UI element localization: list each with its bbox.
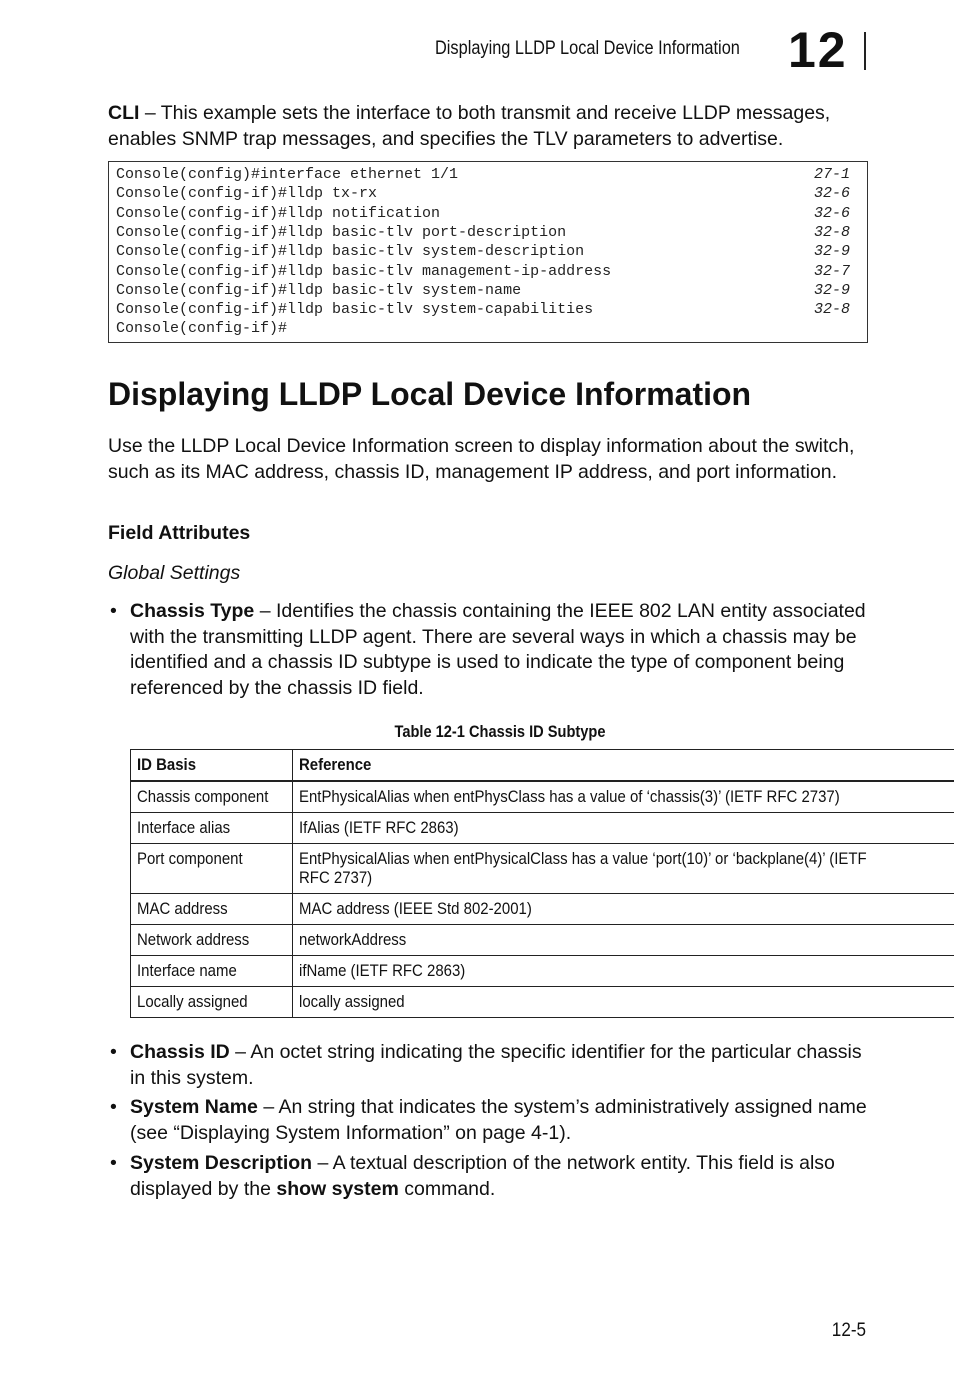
table-caption: Table 12-1 Chassis ID Subtype (394, 722, 606, 741)
table-cell-id-basis: Chassis component (131, 781, 293, 813)
cli-command-line: Console(config-if)#lldp basic-tlv management-ip-address (116, 262, 612, 280)
table-cell-id-basis: Interface name (131, 956, 293, 987)
cli-command-line: Console(config-if)#lldp basic-tlv system-capabilities (116, 301, 594, 319)
bullet-term: Chassis ID (130, 1041, 230, 1063)
table-cell-reference: EntPhysicalAlias when entPhysClass has a value of ‘chassis(3)’ (IETF RFC 2737) (293, 781, 954, 813)
table-cell-reference: MAC address (IEEE Std 802-2001) (293, 894, 954, 925)
cli-label: CLI (108, 102, 140, 124)
table-row (131, 956, 954, 987)
chassis-id-subtype-table (130, 749, 954, 1018)
bullet-chassis-id (108, 1040, 878, 1091)
cli-intro-text: – This example sets the interface to both transmit and receive LLDP messages, enables SNMP trap messages, and specifies the TLV parameters to advertise. (108, 102, 831, 150)
running-header-title: Displaying LLDP Local Device Information (435, 38, 740, 59)
section-intro-paragraph: Use the LLDP Local Device Information screen to display information about the switch, such as its MAC address, chassis ID, management IP address, and port information. (108, 435, 855, 483)
table-header-row (131, 750, 954, 782)
bullet-term: System Description (130, 1152, 313, 1174)
chapter-number: 12 (788, 22, 848, 78)
cli-command-line: Console(config-if)# (116, 320, 288, 338)
cli-command-line: Console(config-if)#lldp tx-rx (116, 185, 378, 203)
bullet-text-end: command. (398, 1177, 496, 1200)
cli-command-line: Console(config-if)#lldp basic-tlv system-name (116, 281, 522, 299)
page-number: 12-5 (831, 1320, 866, 1341)
cli-page-ref: 32-8 (813, 223, 850, 241)
cli-page-ref: 32-8 (813, 301, 850, 319)
cli-intro-paragraph (108, 101, 878, 152)
table-cell-reference: IfAlias (IETF RFC 2863) (293, 813, 954, 844)
bullet-system-description (108, 1151, 878, 1202)
table-cell-id-basis: Locally assigned (131, 987, 293, 1018)
cli-page-ref: 27-1 (813, 166, 850, 183)
bullet-text: – A textual description of the network entity. This field is also displayed by the (130, 1152, 835, 1200)
bullet-dot: • (110, 1096, 117, 1118)
table-row (131, 813, 954, 844)
table-cell-reference: EntPhysicalAlias when entPhysicalClass has a value ‘port(10)’ or ‘backplane(4)’ (IETF RFC 2737) (293, 844, 954, 894)
bullet-term: System Name (130, 1096, 258, 1118)
table-row (131, 781, 954, 813)
table-cell-id-basis: Interface alias (131, 813, 293, 844)
table-cell-id-basis: Port component (131, 844, 293, 894)
table-cell-reference: ifName (IETF RFC 2863) (293, 956, 954, 987)
cli-command-line: Console(config-if)#lldp notification (116, 204, 441, 222)
table-row (131, 894, 954, 925)
bullet-text: – An string that indicates the system’s administratively assigned name (see “Displaying System Information” on page 4-1). (130, 1096, 867, 1144)
table-cell-reference: locally assigned (293, 987, 954, 1018)
cli-page-ref: 32-6 (813, 204, 850, 222)
bullet-chassis-type (108, 599, 878, 701)
table-row (131, 987, 954, 1018)
cli-code-block (108, 161, 868, 343)
cli-command-line: Console(config)#interface ethernet 1/1 (116, 166, 459, 183)
header-divider (864, 32, 866, 70)
cli-page-ref: 32-9 (813, 243, 850, 261)
cli-command-line: Console(config-if)#lldp basic-tlv system-description (116, 243, 585, 261)
table-row (131, 925, 954, 956)
table-header-cell: Reference (293, 750, 954, 782)
table-cell-reference: networkAddress (293, 925, 954, 956)
cli-command-line: Console(config-if)#lldp basic-tlv port-description (116, 223, 567, 241)
cli-page-ref: 32-6 (813, 185, 850, 203)
table-row (131, 844, 954, 894)
bullet-dot: • (110, 1152, 117, 1174)
cli-page-ref: 32-7 (813, 262, 850, 280)
bullet-dot: • (110, 1041, 117, 1063)
table-cell-id-basis: MAC address (131, 894, 293, 925)
cli-page-ref: 32-9 (813, 281, 850, 299)
bullet-dot: • (110, 600, 117, 622)
bullet-system-name (108, 1095, 878, 1146)
show-system-command: show system (276, 1177, 399, 1200)
table-header-cell: ID Basis (131, 750, 293, 782)
section-title: Displaying LLDP Local Device Information (108, 376, 752, 412)
bullet-text: – Identifies the chassis containing the IEEE 802 LAN entity associated with the transmitting LLDP agent. There are several ways in which a chassis may be identified and a chassis ID subtype is used to indicate the type of component being referenced by the chassis ID field. (130, 600, 866, 699)
table-cell-id-basis: Network address (131, 925, 293, 956)
bullet-text: – An octet string indicating the specific identifier for the particular chassis in this system. (130, 1041, 862, 1089)
field-attributes-heading: Field Attributes (108, 522, 251, 544)
bullet-term: Chassis Type (130, 600, 255, 622)
global-settings-heading: Global Settings (108, 562, 241, 584)
